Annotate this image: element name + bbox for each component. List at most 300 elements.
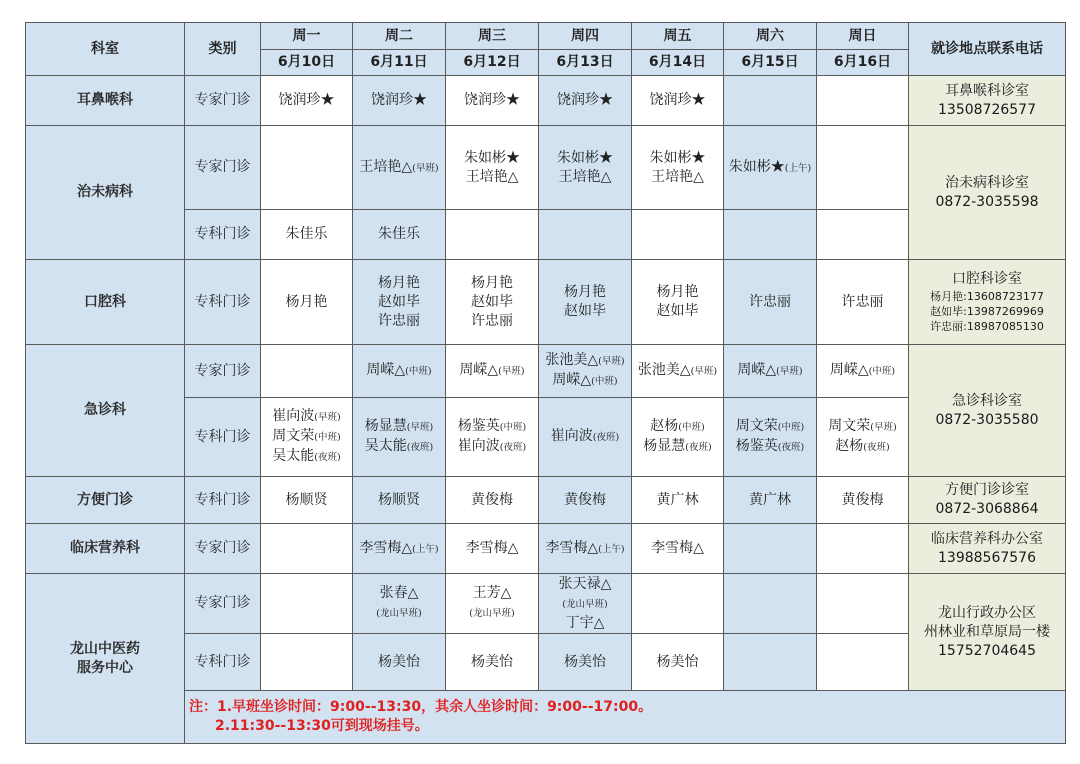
schedule-cell [724, 477, 817, 524]
doctor-entry [355, 91, 443, 110]
doctor-name: 朱如彬★ [728, 158, 785, 175]
cell-line: 方便门诊诊室 [945, 482, 1029, 498]
schedule-cell [353, 398, 446, 477]
doctor-entry [634, 283, 721, 302]
doctor-entry [541, 283, 629, 302]
doctor-name: 周文荣 [735, 418, 778, 434]
doctor-name: 李雪梅△ [465, 540, 519, 556]
shift-label: (夜班) [314, 452, 341, 463]
doctor-name: 赵杨 [835, 438, 864, 454]
doctor-name: 赵如毕 [656, 303, 699, 319]
schedule-cell [632, 260, 724, 345]
schedule-cell [446, 524, 539, 574]
doctor-entry [448, 653, 536, 672]
doctor-name: 朱如彬★ [464, 149, 520, 166]
doctor-name: 黄俊梅 [471, 491, 513, 508]
header-weekday: 周日 [817, 23, 909, 50]
doctor-name: 崔向波 [550, 428, 593, 444]
schedule-cell [724, 126, 817, 210]
clinic-type: 专家门诊 [185, 76, 261, 126]
doctor-name: 周文荣 [272, 428, 315, 444]
schedule-cell [539, 574, 632, 634]
doctor-name: 杨美怡 [471, 653, 513, 670]
doctor-name: 张池美△ [545, 352, 599, 368]
contact-info [909, 345, 1066, 477]
schedule-cell [446, 126, 539, 210]
header-contact: 就诊地点联系电话 [909, 23, 1066, 76]
doctor-entry [634, 149, 721, 168]
doctor-entry [263, 491, 350, 510]
shift-label: (龙山早班) [376, 608, 422, 619]
doctor-entry [355, 603, 443, 623]
cell-line: 口腔科诊室 [952, 271, 1022, 287]
doctor-entry [448, 539, 536, 558]
doctor-name: 李雪梅△ [359, 539, 413, 556]
doctor-entry [355, 539, 443, 559]
schedule-cell [632, 398, 724, 477]
doctor-entry [726, 361, 814, 381]
contact-info [909, 477, 1066, 524]
header-weekday: 周二 [353, 23, 446, 50]
doctor-name: 王培艳△ [359, 158, 413, 175]
doctor-name: 杨月艳 [564, 284, 606, 300]
header-category: 类别 [185, 23, 261, 76]
dept-name: 口腔科 [26, 260, 185, 345]
header-dept: 科室 [26, 23, 185, 76]
schedule-cell [817, 260, 909, 345]
doctor-name: 杨月艳 [285, 293, 328, 310]
schedule-cell [817, 76, 909, 126]
header-date: 6月16日 [817, 50, 909, 76]
doctor-name: 李雪梅△ [545, 539, 599, 556]
doctor-entry [819, 293, 906, 312]
doctor-name: 黄俊梅 [564, 491, 606, 508]
doctor-entry [541, 149, 629, 168]
doctor-name: 王培艳△ [465, 168, 519, 185]
doctor-entry [634, 417, 721, 437]
cell-line: 龙山中医药 [70, 640, 140, 657]
clinic-type: 专科门诊 [185, 398, 261, 477]
doctor-entry [448, 603, 536, 623]
header-date: 6月11日 [353, 50, 446, 76]
cell-line: 赵如毕:13987269969 [930, 305, 1044, 318]
contact-info [909, 126, 1066, 260]
schedule-cell [353, 524, 446, 574]
doctor-name: 赵如毕 [471, 293, 513, 310]
header-date: 6月15日 [724, 50, 817, 76]
shift-label: (夜班) [863, 442, 890, 453]
schedule-cell [353, 477, 446, 524]
shift-label: (夜班) [592, 432, 620, 443]
shift-label: (早班) [412, 162, 439, 174]
doctor-entry [541, 575, 629, 594]
schedule-cell [817, 524, 909, 574]
doctor-entry [726, 293, 814, 312]
schedule-cell [446, 398, 539, 477]
schedule-cell [261, 398, 353, 477]
doctor-name: 黄俊梅 [841, 491, 884, 508]
doctor-name: 丁宇△ [565, 614, 605, 631]
shift-label: (龙山早班) [469, 608, 515, 619]
schedule-cell [353, 126, 446, 210]
doctor-name: 杨显慧 [364, 418, 407, 434]
doctor-name: 张池美△ [637, 362, 691, 378]
schedule-cell [632, 524, 724, 574]
doctor-name: 杨顺贤 [378, 491, 420, 508]
doctor-entry [726, 417, 814, 437]
doctor-entry [355, 158, 443, 178]
schedule-table [25, 22, 1066, 744]
schedule-cell [539, 345, 632, 398]
doctor-entry [448, 168, 536, 187]
shift-label: (夜班) [499, 442, 527, 453]
schedule-cell [539, 126, 632, 210]
cell-line: 0872-3068864 [935, 501, 1039, 517]
schedule-cell [539, 260, 632, 345]
doctor-entry [541, 168, 629, 187]
schedule-cell [261, 574, 353, 634]
schedule-cell [446, 210, 539, 260]
doctor-entry [355, 361, 443, 381]
cell-line: 13508726577 [938, 101, 1036, 118]
schedule-cell [724, 574, 817, 634]
doctor-entry [634, 437, 721, 457]
header-weekday: 周六 [724, 23, 817, 50]
doctor-entry [541, 302, 629, 321]
schedule-cell [724, 260, 817, 345]
cell-line: 15752704645 [938, 642, 1036, 659]
doctor-name: 杨顺贤 [285, 491, 328, 508]
doctor-name: 黄广林 [749, 491, 791, 508]
notes [185, 691, 1066, 744]
dept-name: 治未病科 [26, 126, 185, 260]
doctor-name: 崔向波 [272, 408, 315, 424]
doctor-entry [355, 274, 443, 293]
schedule-cell [724, 210, 817, 260]
doctor-name: 吴太能 [272, 448, 315, 464]
schedule-cell [353, 260, 446, 345]
contact-info [909, 574, 1066, 691]
doctor-entry [541, 653, 629, 672]
doctor-entry [355, 225, 443, 244]
cell-line: 13988567576 [938, 549, 1036, 566]
schedule-cell [539, 477, 632, 524]
doctor-entry [819, 491, 906, 510]
shift-label: (夜班) [406, 442, 434, 453]
doctor-entry [448, 149, 536, 168]
schedule-cell [539, 210, 632, 260]
clinic-type: 专科门诊 [185, 477, 261, 524]
schedule-cell [539, 524, 632, 574]
doctor-entry [541, 539, 629, 559]
header-date: 6月10日 [261, 50, 353, 76]
doctor-entry [541, 351, 629, 371]
doctor-entry [263, 91, 350, 110]
cell-line: 杨月艳:13608723177 [930, 290, 1044, 303]
doctor-entry [726, 491, 814, 510]
schedule-cell [261, 126, 353, 210]
shift-label: (夜班) [777, 442, 805, 453]
doctor-entry [819, 361, 906, 381]
doctor-name: 朱如彬★ [649, 149, 706, 166]
schedule-cell [446, 260, 539, 345]
doctor-entry [726, 158, 814, 178]
doctor-entry [448, 312, 536, 331]
doctor-entry [541, 614, 629, 633]
cell-line: 急诊科诊室 [952, 392, 1022, 409]
shift-label: (中班) [405, 366, 432, 377]
shift-label: (早班) [870, 422, 897, 433]
doctor-entry [726, 437, 814, 457]
doctor-name: 杨美怡 [656, 653, 699, 670]
shift-label: (中班) [777, 422, 805, 433]
schedule-cell [261, 477, 353, 524]
doctor-entry [448, 417, 536, 437]
schedule-cell [353, 210, 446, 260]
doctor-name: 杨美怡 [378, 653, 420, 670]
doctor-name: 崔向波 [457, 438, 500, 454]
doctor-name: 饶润珍★ [464, 92, 520, 108]
schedule-cell [632, 210, 724, 260]
doctor-entry [263, 447, 350, 467]
dept-name: 临床营养科 [26, 524, 185, 574]
schedule-cell [353, 574, 446, 634]
clinic-type: 专家门诊 [185, 574, 261, 634]
contact-info [909, 524, 1066, 574]
doctor-entry [355, 584, 443, 603]
doctor-name: 饶润珍★ [557, 92, 613, 108]
doctor-name: 许忠丽 [378, 312, 420, 329]
doctor-name: 周嵘△ [829, 362, 869, 378]
schedule-cell [724, 524, 817, 574]
shift-label: (上午) [784, 162, 812, 174]
doctor-entry [263, 293, 350, 312]
schedule-cell [817, 398, 909, 477]
schedule-cell [353, 76, 446, 126]
schedule-cell [446, 634, 539, 691]
doctor-entry [819, 437, 906, 457]
clinic-type: 专家门诊 [185, 524, 261, 574]
schedule-cell [632, 126, 724, 210]
shift-label: (中班) [678, 422, 705, 433]
shift-label: (龙山早班) [562, 598, 608, 610]
doctor-entry [355, 653, 443, 672]
contact-info [909, 76, 1066, 126]
shift-label: (早班) [498, 366, 525, 377]
header-date: 6月13日 [539, 50, 632, 76]
doctor-entry [634, 302, 721, 321]
clinic-type: 专家门诊 [185, 126, 261, 210]
shift-label: (中班) [868, 366, 896, 377]
doctor-name: 周嵘△ [552, 372, 592, 388]
doctor-name: 杨月艳 [656, 284, 699, 300]
schedule-cell [353, 345, 446, 398]
schedule-cell [446, 345, 539, 398]
note-line: 注：1.早班坐诊时间：9:00--13:30，其余人坐诊时间：9:00--17:00。 [189, 699, 653, 715]
doctor-entry [448, 293, 536, 312]
doctor-name: 杨鉴英 [735, 438, 778, 454]
header-weekday: 周一 [261, 23, 353, 50]
doctor-name: 黄广林 [656, 491, 699, 508]
schedule-cell [261, 210, 353, 260]
doctor-entry [448, 361, 536, 381]
doctor-name: 周嵘△ [459, 362, 499, 378]
doctor-name: 饶润珍★ [278, 92, 335, 108]
doctor-name: 杨显慧 [643, 438, 686, 454]
doctor-entry [355, 312, 443, 331]
doctor-entry [541, 91, 629, 110]
doctor-entry [541, 491, 629, 510]
cell-line: 0872-3035598 [935, 193, 1039, 210]
clinic-type: 专家门诊 [185, 345, 261, 398]
doctor-name: 杨美怡 [564, 653, 606, 670]
schedule-cell [817, 477, 909, 524]
shift-label: (上午) [598, 543, 625, 555]
doctor-name: 杨月艳 [378, 274, 420, 291]
schedule-cell [539, 76, 632, 126]
shift-label: (夜班) [685, 442, 712, 453]
header-weekday: 周三 [446, 23, 539, 50]
doctor-entry [634, 539, 721, 558]
doctor-name: 李雪梅△ [651, 540, 704, 556]
doctor-entry [541, 427, 629, 447]
doctor-name: 杨月艳 [471, 274, 513, 291]
shift-label: (早班) [690, 366, 718, 377]
doctor-entry [634, 361, 721, 381]
doctor-entry [355, 491, 443, 510]
doctor-name: 杨鉴英 [457, 418, 500, 434]
doctor-entry [541, 371, 629, 391]
doctor-entry [263, 225, 350, 244]
schedule-cell [817, 126, 909, 210]
clinic-type: 专科门诊 [185, 260, 261, 345]
doctor-name: 吴太能 [364, 438, 407, 454]
header-weekday: 周四 [539, 23, 632, 50]
cell-line: 0872-3035580 [935, 411, 1039, 428]
cell-line: 治未病科诊室 [945, 174, 1029, 191]
doctor-name: 王培艳△ [558, 168, 612, 185]
header-date: 6月14日 [632, 50, 724, 76]
doctor-entry [263, 407, 350, 427]
shift-label: (中班) [314, 432, 341, 443]
contact-info [909, 260, 1066, 345]
schedule-cell [724, 398, 817, 477]
cell-line: 耳鼻喉科诊室 [945, 82, 1029, 99]
doctor-entry [448, 584, 536, 603]
schedule-cell [261, 76, 353, 126]
shift-label: (上午) [412, 543, 439, 555]
doctor-name: 许忠丽 [749, 293, 791, 310]
schedule-cell [817, 574, 909, 634]
doctor-name: 饶润珍★ [371, 92, 427, 108]
schedule-cell [261, 260, 353, 345]
schedule-cell [724, 634, 817, 691]
schedule-cell [446, 477, 539, 524]
doctor-entry [263, 427, 350, 447]
doctor-name: 张天禄△ [558, 575, 612, 592]
schedule-cell [353, 634, 446, 691]
schedule-cell [724, 345, 817, 398]
shift-label: (早班) [314, 412, 341, 423]
doctor-entry [448, 491, 536, 510]
doctor-name: 赵如毕 [378, 293, 420, 310]
doctor-entry [448, 437, 536, 457]
doctor-name: 王芳△ [472, 585, 512, 601]
schedule-cell [446, 76, 539, 126]
schedule-cell [817, 345, 909, 398]
header-weekday: 周五 [632, 23, 724, 50]
doctor-entry [355, 417, 443, 437]
doctor-entry [448, 91, 536, 110]
doctor-name: 朱佳乐 [285, 226, 328, 242]
doctor-entry [634, 168, 721, 187]
shift-label: (中班) [499, 422, 527, 433]
schedule-cell [632, 76, 724, 126]
doctor-name: 赵如毕 [564, 303, 606, 319]
doctor-name: 赵杨 [650, 418, 679, 434]
doctor-entry [355, 437, 443, 457]
schedule-cell [539, 398, 632, 477]
schedule-cell [261, 524, 353, 574]
doctor-entry [634, 653, 721, 672]
cell-line: 龙山行政办公区 [938, 604, 1036, 621]
doctor-name: 许忠丽 [471, 312, 513, 329]
note-line: 2.11:30--13:30可到现场挂号。 [215, 718, 429, 734]
doctor-name: 周嵘△ [737, 362, 777, 378]
doctor-name: 王培艳△ [651, 168, 704, 185]
doctor-name: 张春△ [379, 585, 419, 601]
cell-line: 服务中心 [77, 659, 133, 676]
shift-label: (中班) [591, 376, 618, 387]
dept-name: 急诊科 [26, 345, 185, 477]
doctor-entry [634, 491, 721, 510]
doctor-name: 朱如彬★ [557, 149, 613, 166]
doctor-name: 饶润珍★ [649, 92, 706, 108]
schedule-cell [632, 477, 724, 524]
schedule-cell [539, 634, 632, 691]
doctor-name: 周嵘△ [366, 362, 406, 378]
doctor-name: 许忠丽 [841, 293, 884, 310]
schedule-cell [261, 634, 353, 691]
doctor-entry [634, 91, 721, 110]
schedule-cell [724, 76, 817, 126]
schedule-cell [632, 634, 724, 691]
dept-name: 方便门诊 [26, 477, 185, 524]
shift-label: (早班) [406, 422, 434, 433]
dept-name: 耳鼻喉科 [26, 76, 185, 126]
doctor-entry [355, 293, 443, 312]
doctor-entry [541, 594, 629, 614]
doctor-entry [819, 417, 906, 437]
header-date: 6月12日 [446, 50, 539, 76]
doctor-name: 朱佳乐 [378, 226, 420, 242]
shift-label: (早班) [598, 356, 625, 367]
cell-line: 许忠丽:18987085130 [930, 320, 1044, 333]
schedule-cell [817, 210, 909, 260]
shift-label: (早班) [776, 366, 803, 377]
dept-name [26, 574, 185, 744]
cell-line: 临床营养科办公室 [931, 530, 1043, 547]
schedule-cell [261, 345, 353, 398]
schedule-cell [632, 574, 724, 634]
schedule-cell [632, 345, 724, 398]
cell-line: 州林业和草原局一楼 [924, 623, 1050, 640]
schedule-cell [446, 574, 539, 634]
clinic-type: 专科门诊 [185, 634, 261, 691]
doctor-name: 周文荣 [828, 418, 871, 434]
clinic-type: 专科门诊 [185, 210, 261, 260]
schedule-cell [817, 634, 909, 691]
